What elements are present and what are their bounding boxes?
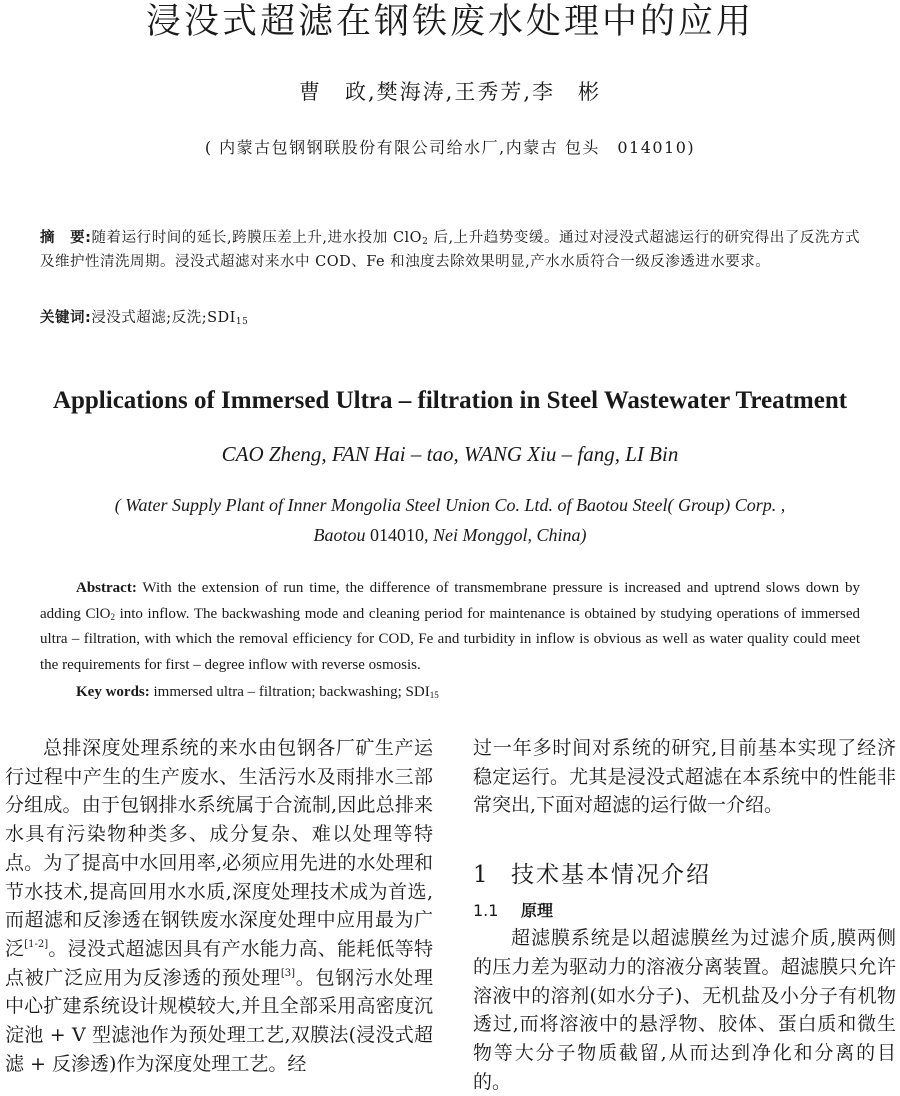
- abstract-cn: [40, 226, 860, 274]
- subsection-number: 1.1: [473, 901, 499, 921]
- subscript: 2: [110, 611, 115, 622]
- body-column-left: [5, 734, 433, 1078]
- abstract-en: [40, 576, 860, 678]
- subscript: 15: [235, 317, 249, 327]
- subscript: 15: [429, 690, 439, 700]
- affiliation-en-line2: [0, 520, 900, 550]
- subsection-title: 原理: [521, 901, 554, 921]
- body-column-right: [473, 734, 896, 1096]
- abstract-text-en-1: With the extension of run time, the difference of transmembrane pressure is increased and uptrend slows down by adding ClO: [40, 580, 860, 622]
- body-text: 总排深度处理系统的来水由包钢各厂矿生产运行过程中产生的生产废水、生活污水及雨排水三部分组成。由于包钢排水系统属于合流制,因此总排来水具有污染物种类多、成分复杂、难以处理等特点。为了提高中水回用率,必须应用先进的水处理和节水技术,提高回用水水质,深度处理技术成为首选,而超滤和反渗透在钢铁废水深度处理中应用最为广泛: [5, 737, 433, 960]
- aff-region: , Nei Monggol, China): [424, 525, 587, 545]
- keywords-text-en: immersed ultra – filtration; backwashing; SDI: [149, 684, 430, 700]
- subsection-heading: [473, 898, 896, 924]
- keywords-cn: [40, 306, 860, 330]
- aff-zip: 014010: [370, 525, 424, 545]
- keywords-label-cn: 关键词:: [40, 310, 92, 326]
- subscript: 2: [422, 237, 429, 247]
- keywords-text-cn: 浸没式超滤;反洗;SDI: [91, 310, 236, 326]
- aff-city: Baotou: [313, 525, 370, 545]
- paper-title-en: Applications of Immersed Ultra – filtration in Steel Wastewater Treatment: [52, 387, 848, 414]
- section-number: 1: [473, 862, 490, 889]
- affiliation-cn: ( 内蒙古包钢钢联股份有限公司给水厂,内蒙古 包头 014010): [204, 138, 696, 157]
- authors-en: CAO Zheng, FAN Hai – tao, WANG Xiu – fang, LI Bin: [221, 442, 679, 466]
- body-paragraph: 过一年多时间对系统的研究,目前基本实现了经济稳定运行。尤其是浸没式超滤在本系统中的性能非常突出,下面对超滤的运行做一介绍。: [473, 737, 896, 817]
- abstract-text-cn-2: 后,上升趋势变缓。通过对浸没式超滤运行的研究得出了反洗方式及维护性清洗周期。浸没式超滤对来水中 COD、Fe 和浊度去除效果明显,产水水质符合一级反渗透进水要求。: [40, 230, 860, 270]
- section-heading: [473, 858, 896, 892]
- citation: [3]: [280, 967, 296, 979]
- paper-title-cn: 浸没式超滤在钢铁废水处理中的应用: [145, 2, 754, 42]
- affiliation-en-line1: ( Water Supply Plant of Inner Mongolia Steel Union Co. Ltd. of Baotou Steel( Group) Corp. ,: [114, 495, 786, 515]
- abstract-text-en-2: into inflow. The backwashing mode and cleaning period for maintenance is obtained by studying operations of immersed ultra – filtration, with which the removal efficiency for COD, Fe and turbidity in inflow is obvious as well as water quality could meet the requirements for first – degree inflow with reverse osmosis.: [40, 605, 860, 673]
- abstract-text-cn-1: 随着运行时间的延长,跨膜压差上升,进水投加 ClO: [91, 230, 423, 246]
- section-title: 技术基本情况介绍: [511, 862, 711, 889]
- body-text: 。浸没式超滤因具有产水能力高、能耗低等特点被广泛应用为反渗透的预处理: [5, 937, 433, 989]
- body-text: 。包钢污水处理中心扩建系统设计规模较大,并且全部采用高密度沉淀池 + V 型滤池作为预处理工艺,双膜法(浸没式超滤 + 反渗透)作为深度处理工艺。经: [5, 966, 433, 1075]
- keywords-label-en: Key words:: [76, 684, 150, 700]
- abstract-label-cn: 摘 要:: [40, 230, 92, 246]
- body-paragraph: 超滤膜系统是以超滤膜丝为过滤介质,膜两侧的压力差为驱动力的溶液分离装置。超滤膜只允许溶液中的溶剂(如水分子)、无机盐及小分子有机物透过,而将溶液中的悬浮物、胶体、蛋白质和微生物等大分子物质截留,从而达到净化和分离的目的。: [473, 927, 896, 1093]
- affiliation-en: [0, 490, 900, 550]
- keywords-en: [40, 680, 896, 706]
- authors-cn: 曹 政,樊海涛,王秀芳,李 彬: [298, 80, 602, 104]
- citation: [1-2]: [24, 938, 49, 950]
- abstract-label-en: Abstract:: [76, 580, 137, 596]
